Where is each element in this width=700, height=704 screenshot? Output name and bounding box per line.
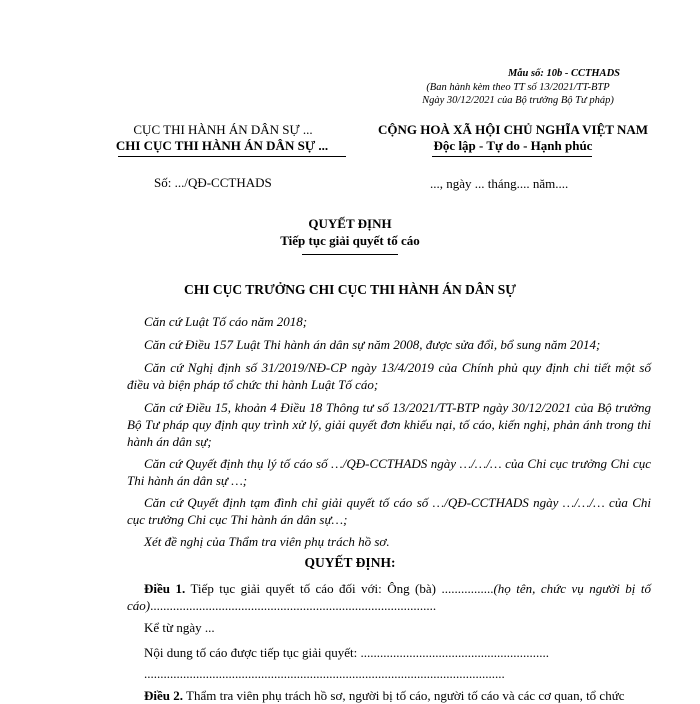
form-note bbox=[408, 81, 628, 107]
article-1-text: Tiếp tục giải quyết tố cáo đối với: Ông (bà) ................ bbox=[185, 581, 494, 596]
agency-name: CHI CỤC THI HÀNH ÁN DÂN SỰ ... bbox=[115, 138, 329, 153]
article-1-dots: ........................................................................................ bbox=[150, 598, 437, 613]
document-number: Số: .../QĐ-CCTHADS bbox=[154, 175, 272, 190]
basis-6: Căn cứ Quyết định tạm đình chỉ giải quyết tố cáo số …/QĐ-CCTHADS ngày …/…/… của Chi cục trưởng Chi cục Thi hành án dân sự…; bbox=[127, 495, 651, 527]
form-code: Mẫu số: 10b - CCTHADS bbox=[507, 68, 620, 79]
article-1-label: Điều 1. bbox=[144, 581, 186, 596]
basis-3: Căn cứ Nghị định số 31/2019/NĐ-CP ngày 13/4/2019 của Chính phủ quy định chi tiết một số điều và biện pháp tổ chức thi hành Luật Tố cáo; bbox=[127, 360, 651, 392]
document-date: ..., ngày ... tháng.... năm.... bbox=[430, 176, 569, 191]
article-1-from-date: Kể từ ngày ... bbox=[144, 620, 215, 635]
article-1-content: Nội dung tố cáo được tiếp tục giải quyết: .......................................................... bbox=[144, 645, 549, 660]
agency-underline bbox=[118, 156, 346, 157]
document-title: QUYẾT ĐỊNH bbox=[308, 216, 392, 231]
form-note-line-1: (Ban hành kèm theo TT số 13/2021/TT-BTP bbox=[426, 82, 610, 93]
subtitle-underline bbox=[302, 254, 398, 255]
form-note-line-2: Ngày 30/12/2021 của Bộ trưởng Bộ Tư pháp) bbox=[422, 95, 614, 106]
motto: Độc lập - Tự do - Hạnh phúc bbox=[433, 138, 593, 153]
authority-title: CHI CỤC TRƯỞNG CHI CỤC THI HÀNH ÁN DÂN SỰ bbox=[184, 282, 516, 297]
article-2-label: Điều 2. bbox=[144, 688, 183, 703]
basis-1: Căn cứ Luật Tố cáo năm 2018; bbox=[144, 314, 308, 329]
basis-4: Căn cứ Điều 15, khoản 4 Điều 18 Thông tư số 13/2021/TT-BTP ngày 30/12/2021 của Bộ trưởng Bộ Tư pháp quy định quy trình xử lý, giải quyết đơn khiếu nại, tố cáo, kiến nghị, phản ánh trong thi hành án dân sự; bbox=[127, 400, 651, 449]
motto-underline bbox=[432, 156, 592, 157]
basis-7: Xét đề nghị của Thẩm tra viên phụ trách hồ sơ. bbox=[144, 534, 390, 549]
article-2-text: Thẩm tra viên phụ trách hồ sơ, người bị tố cáo, người tố cáo và các cơ quan, tổ chức bbox=[183, 688, 625, 703]
basis-2: Căn cứ Điều 157 Luật Thi hành án dân sự năm 2008, được sửa đổi, bổ sung năm 2014; bbox=[144, 337, 601, 352]
article-1-note: (họ tên, chức vụ người bị tố cáo) bbox=[127, 581, 651, 613]
agency-parent: CỤC THI HÀNH ÁN DÂN SỰ ... bbox=[133, 122, 313, 137]
country-name: CỘNG HOÀ XÃ HỘI CHỦ NGHĨA VIỆT NAM bbox=[377, 122, 649, 137]
article-2 bbox=[127, 687, 651, 704]
document-subtitle: Tiếp tục giải quyết tố cáo bbox=[280, 233, 420, 248]
article-1 bbox=[127, 580, 651, 614]
decide-heading: QUYẾT ĐỊNH: bbox=[304, 555, 396, 570]
basis-5: Căn cứ Quyết định thụ lý tố cáo số …/QĐ-CCTHADS ngày …/…/… của Chi cục trưởng Chi cục Thi hành án dân sự …; bbox=[127, 456, 651, 488]
article-1-content-dots: ............................................................................................................... bbox=[144, 666, 505, 681]
